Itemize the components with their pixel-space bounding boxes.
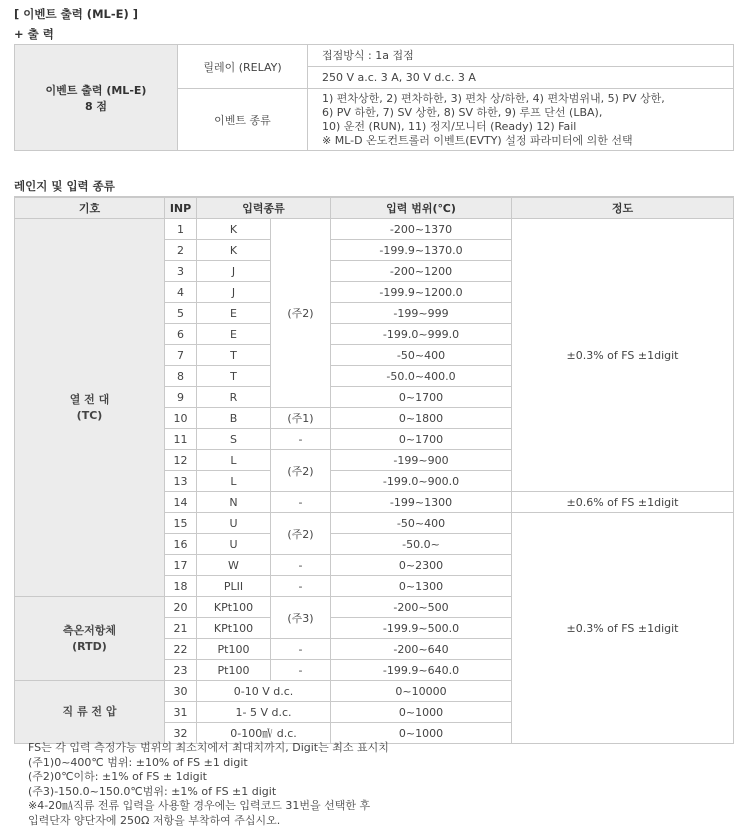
range-section-title: 레인지 및 입력 종류 (14, 179, 115, 193)
input-type-cell: J (197, 282, 271, 303)
inp-cell: 22 (165, 639, 197, 660)
input-type-cell: KPt100 (197, 618, 271, 639)
inp-cell: 7 (165, 345, 197, 366)
input-type-cell: B (197, 408, 271, 429)
range-cell: -199.9~640.0 (331, 660, 512, 681)
input-type-cell: K (197, 219, 271, 240)
inp-cell: 1 (165, 219, 197, 240)
accuracy-cell: ±0.6% of FS ±1digit (512, 492, 734, 513)
category-rtd (15, 597, 165, 681)
input-type-cell: E (197, 324, 271, 345)
range-input-table (14, 196, 734, 744)
relay-contact-type: 접점방식 : 1a 접점 (308, 45, 734, 67)
footnote-1: (주1)0~400℃ 범위: ±10% of FS ±1 digit (28, 755, 248, 769)
input-type-cell: E (197, 303, 271, 324)
inp-cell: 2 (165, 240, 197, 261)
input-type-cell: W (197, 555, 271, 576)
input-type-cell: Pt100 (197, 639, 271, 660)
input-type-cell: L (197, 450, 271, 471)
range-cell: -50~400 (331, 345, 512, 366)
input-type-cell: 0-100㎷ d.c. (197, 723, 331, 744)
range-cell: 0~2300 (331, 555, 512, 576)
input-type-cell: T (197, 366, 271, 387)
range-cell: -50~400 (331, 513, 512, 534)
inp-cell: 10 (165, 408, 197, 429)
input-type-cell: J (197, 261, 271, 282)
note-cell: (주2) (271, 450, 331, 492)
range-cell: -200~1370 (331, 219, 512, 240)
output-heading: + 출 력 (14, 27, 54, 41)
inp-cell: 17 (165, 555, 197, 576)
accuracy-cell: ±0.3% of FS ±1digit (512, 513, 734, 744)
input-type-cell: S (197, 429, 271, 450)
input-type-cell: KPt100 (197, 597, 271, 618)
input-type-cell: PLII (197, 576, 271, 597)
note-cell: - (271, 639, 331, 660)
relay-label: 릴레이 (RELAY) (178, 45, 308, 89)
note-cell: - (271, 576, 331, 597)
event-type-label: 이벤트 종류 (178, 89, 308, 151)
range-cell: -199.9~500.0 (331, 618, 512, 639)
table-row (15, 219, 734, 240)
event-output-table (14, 44, 734, 151)
footnote-2: (주2)0℃이하: ±1% of FS ± 1digit (28, 770, 207, 784)
inp-cell: 6 (165, 324, 197, 345)
inp-cell: 13 (165, 471, 197, 492)
inp-cell: 9 (165, 387, 197, 408)
inp-cell: 23 (165, 660, 197, 681)
input-type-cell: R (197, 387, 271, 408)
header-accuracy: 정도 (512, 197, 734, 219)
input-type-cell: L (197, 471, 271, 492)
input-type-cell: 0-10 V d.c. (197, 681, 331, 702)
range-cell: 0~10000 (331, 681, 512, 702)
inp-cell: 31 (165, 702, 197, 723)
event-type-line: 10) 운전 (RUN), 11) 정지/모니터 (Ready) 12) Fail (322, 119, 577, 133)
relay-rating: 250 V a.c. 3 A, 30 V d.c. 3 A (308, 67, 734, 89)
inp-cell: 18 (165, 576, 197, 597)
inp-cell: 8 (165, 366, 197, 387)
inp-cell: 3 (165, 261, 197, 282)
inp-cell: 4 (165, 282, 197, 303)
footnote-current-input: ※4-20㎃직류 전류 입력을 사용할 경우에는 입력코드 31번을 선택한 후 (28, 799, 371, 813)
note-cell: (주2) (271, 219, 331, 408)
range-cell: 0~1700 (331, 429, 512, 450)
header-inp: INP (165, 197, 197, 219)
header-input-type: 입력종류 (197, 197, 331, 219)
footnote-fs: FS는 각 입력 측정가능 범위의 최소치에서 최대치까지, Digit는 최소 표시치 (28, 741, 389, 754)
range-cell: -199~900 (331, 450, 512, 471)
range-cell: 0~1800 (331, 408, 512, 429)
note-cell: (주3) (271, 597, 331, 639)
input-type-cell: N (197, 492, 271, 513)
footnote-resistor: 입력단자 양단자에 250Ω 저항을 부착하여 주십시오. (28, 813, 281, 827)
event-output-points: 8 점 (84, 99, 108, 113)
inp-cell: 5 (165, 303, 197, 324)
inp-cell: 12 (165, 450, 197, 471)
event-type-line: 1) 편차상한, 2) 편차하한, 3) 편차 상/하한, 4) 편차범위내, 5) PV 상한, (322, 91, 665, 105)
input-type-cell: K (197, 240, 271, 261)
range-cell: -199~999 (331, 303, 512, 324)
range-cell: -50.0~400.0 (331, 366, 512, 387)
category-rtd-code: (RTD) (72, 639, 107, 653)
event-output-section-title: [ 이벤트 출력 (ML-E) ] (14, 7, 138, 21)
footnote-3: (주3)-150.0~150.0℃범위: ±1% of FS ±1 digit (28, 784, 277, 798)
event-output-title-cell (15, 45, 178, 151)
note-cell: - (271, 429, 331, 450)
event-type-line: 6) PV 하한, 7) SV 상한, 8) SV 하한, 9) 루프 단선 (LBA), (322, 105, 603, 119)
inp-cell: 32 (165, 723, 197, 744)
range-cell: 0~1000 (331, 702, 512, 723)
category-dc-voltage: 직 류 전 압 (15, 681, 165, 744)
input-type-cell: 1- 5 V d.c. (197, 702, 331, 723)
inp-cell: 21 (165, 618, 197, 639)
range-cell: 0~1000 (331, 723, 512, 744)
footnotes (28, 741, 389, 829)
inp-cell: 20 (165, 597, 197, 618)
category-thermocouple-code: (TC) (76, 408, 103, 422)
input-type-cell: T (197, 345, 271, 366)
event-output-title: 이벤트 출력 (ML-E) (45, 83, 147, 97)
range-cell: -199~1300 (331, 492, 512, 513)
header-symbol: 기호 (15, 197, 165, 219)
range-cell: -199.9~1370.0 (331, 240, 512, 261)
header-input-range: 입력 범위(℃) (331, 197, 512, 219)
event-type-list (308, 89, 734, 151)
range-cell: -50.0~ (331, 534, 512, 555)
note-cell: - (271, 492, 331, 513)
inp-cell: 30 (165, 681, 197, 702)
range-cell: -199.0~900.0 (331, 471, 512, 492)
note-cell: (주2) (271, 513, 331, 555)
category-thermocouple (15, 219, 165, 597)
range-cell: -200~640 (331, 639, 512, 660)
inp-cell: 16 (165, 534, 197, 555)
range-cell: 0~1300 (331, 576, 512, 597)
inp-cell: 15 (165, 513, 197, 534)
range-cell: 0~1700 (331, 387, 512, 408)
event-type-note: ※ ML-D 온도컨트롤러 이벤트(EVTY) 설정 파라미터에 의한 선택 (322, 133, 633, 147)
input-type-cell: U (197, 513, 271, 534)
inp-cell: 11 (165, 429, 197, 450)
range-cell: -199.0~999.0 (331, 324, 512, 345)
input-type-cell: U (197, 534, 271, 555)
accuracy-cell: ±0.3% of FS ±1digit (512, 219, 734, 492)
category-rtd-name: 측온저항체 (62, 623, 117, 637)
range-cell: -199.9~1200.0 (331, 282, 512, 303)
note-cell: (주1) (271, 408, 331, 429)
input-type-cell: Pt100 (197, 660, 271, 681)
inp-cell: 14 (165, 492, 197, 513)
category-thermocouple-name: 열 전 대 (69, 392, 110, 406)
range-cell: -200~500 (331, 597, 512, 618)
range-cell: -200~1200 (331, 261, 512, 282)
note-cell: - (271, 555, 331, 576)
note-cell: - (271, 660, 331, 681)
